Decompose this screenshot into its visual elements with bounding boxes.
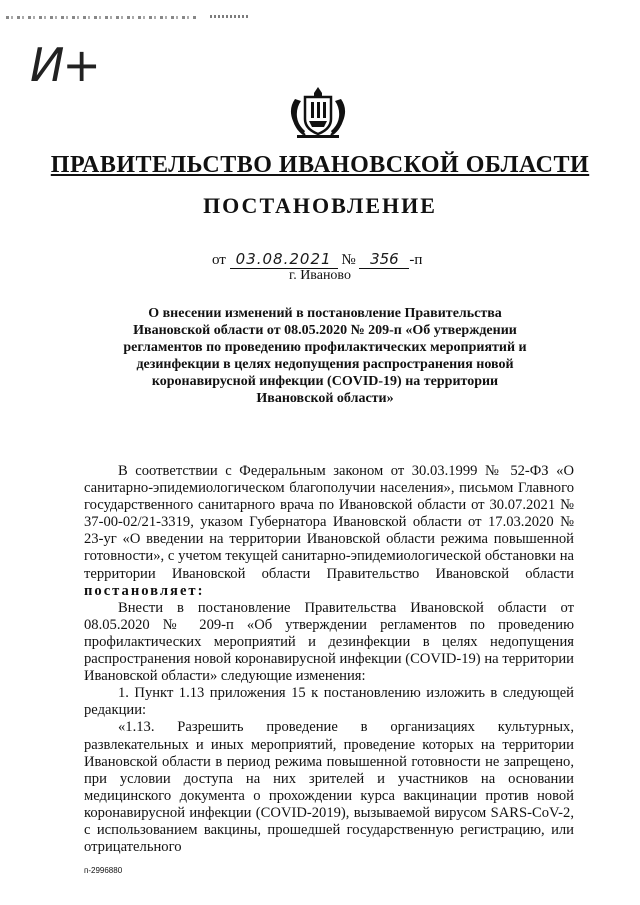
scan-artifact-top bbox=[6, 16, 196, 19]
coat-of-arms-emblem bbox=[287, 85, 349, 143]
government-title: ПРАВИТЕЛЬСТВО ИВАНОВСКОЙ ОБЛАСТИ bbox=[50, 152, 590, 178]
body-paragraph: Внести в постановление Правительства Ивановской области от 08.05.2020 № 209-п «Об утверждении регламентов по проведению профилактических мероприятий и дезинфекции в целях недопущения распространения новой коронавирусной инфекции (COVID-19) на территории Ивановской области» следующие изменения: bbox=[84, 599, 574, 685]
date-prefix: от bbox=[212, 252, 226, 268]
document-subject: О внесении изменений в постановление Правительства Ивановской области от 08.05.2020 № 209-п «Об утверждении регламентов по проведению профилактических мероприятий и дезинфекции в целях недопущения распространения новой коронавирусной инфекции (COVID-19) на территории Ивановской области» bbox=[123, 306, 527, 406]
body-paragraph-text: В соответствии с Федеральным законом от 30.03.1999 № 52-ФЗ «О санитарно-эпидемиологическом благополучии населения», письмом Главного государственного санитарного врача по Ивановской области от 30.07.2021 № 37-00-02/21-3319, указом Губернатора Ивановской области от 17.03.2020 № 23-уг «О введении на территории Ивановской области режима повышенной готовности», с учетом текущей санитарно-эпидемиологической обстановки на территории Ивановской области Правительство Ивановской области bbox=[84, 463, 574, 582]
city: г. Иваново bbox=[289, 268, 351, 283]
date-number-line bbox=[212, 250, 422, 269]
number-suffix: -п bbox=[409, 252, 423, 268]
body-paragraph bbox=[84, 463, 574, 600]
number-sign: № bbox=[341, 252, 356, 268]
handwritten-mark: И+ bbox=[30, 38, 99, 92]
document-code: п-2996880 bbox=[84, 866, 123, 875]
scan-artifact-top-small bbox=[210, 15, 250, 18]
resolution-keyword: постановляет: bbox=[84, 582, 205, 599]
handwritten-date: 03.08.2021 bbox=[230, 250, 338, 269]
handwritten-number: 356 bbox=[359, 250, 409, 269]
document-type: ПОСТАНОВЛЕНИЕ bbox=[203, 193, 437, 218]
body-paragraph: «1.13. Разрешить проведение в организациях культурных, развлекательных и иных мероприятий, проведение которых на территории Ивановской области в период режима повышенной готовности не запрещено, при условии доступа на них зрителей и участников на основании медицинского документа о прохождении курса вакцинации против новой коронавирусной инфекции (COVID-2019), вызываемой вирусом SARS-CoV-2, с использованием вакцины, прошедшей государственную регистрацию, или отрицательного bbox=[84, 719, 574, 856]
body-paragraph: 1. Пункт 1.13 приложения 15 к постановлению изложить в следующей редакции: bbox=[84, 685, 574, 719]
document-body bbox=[84, 463, 574, 856]
